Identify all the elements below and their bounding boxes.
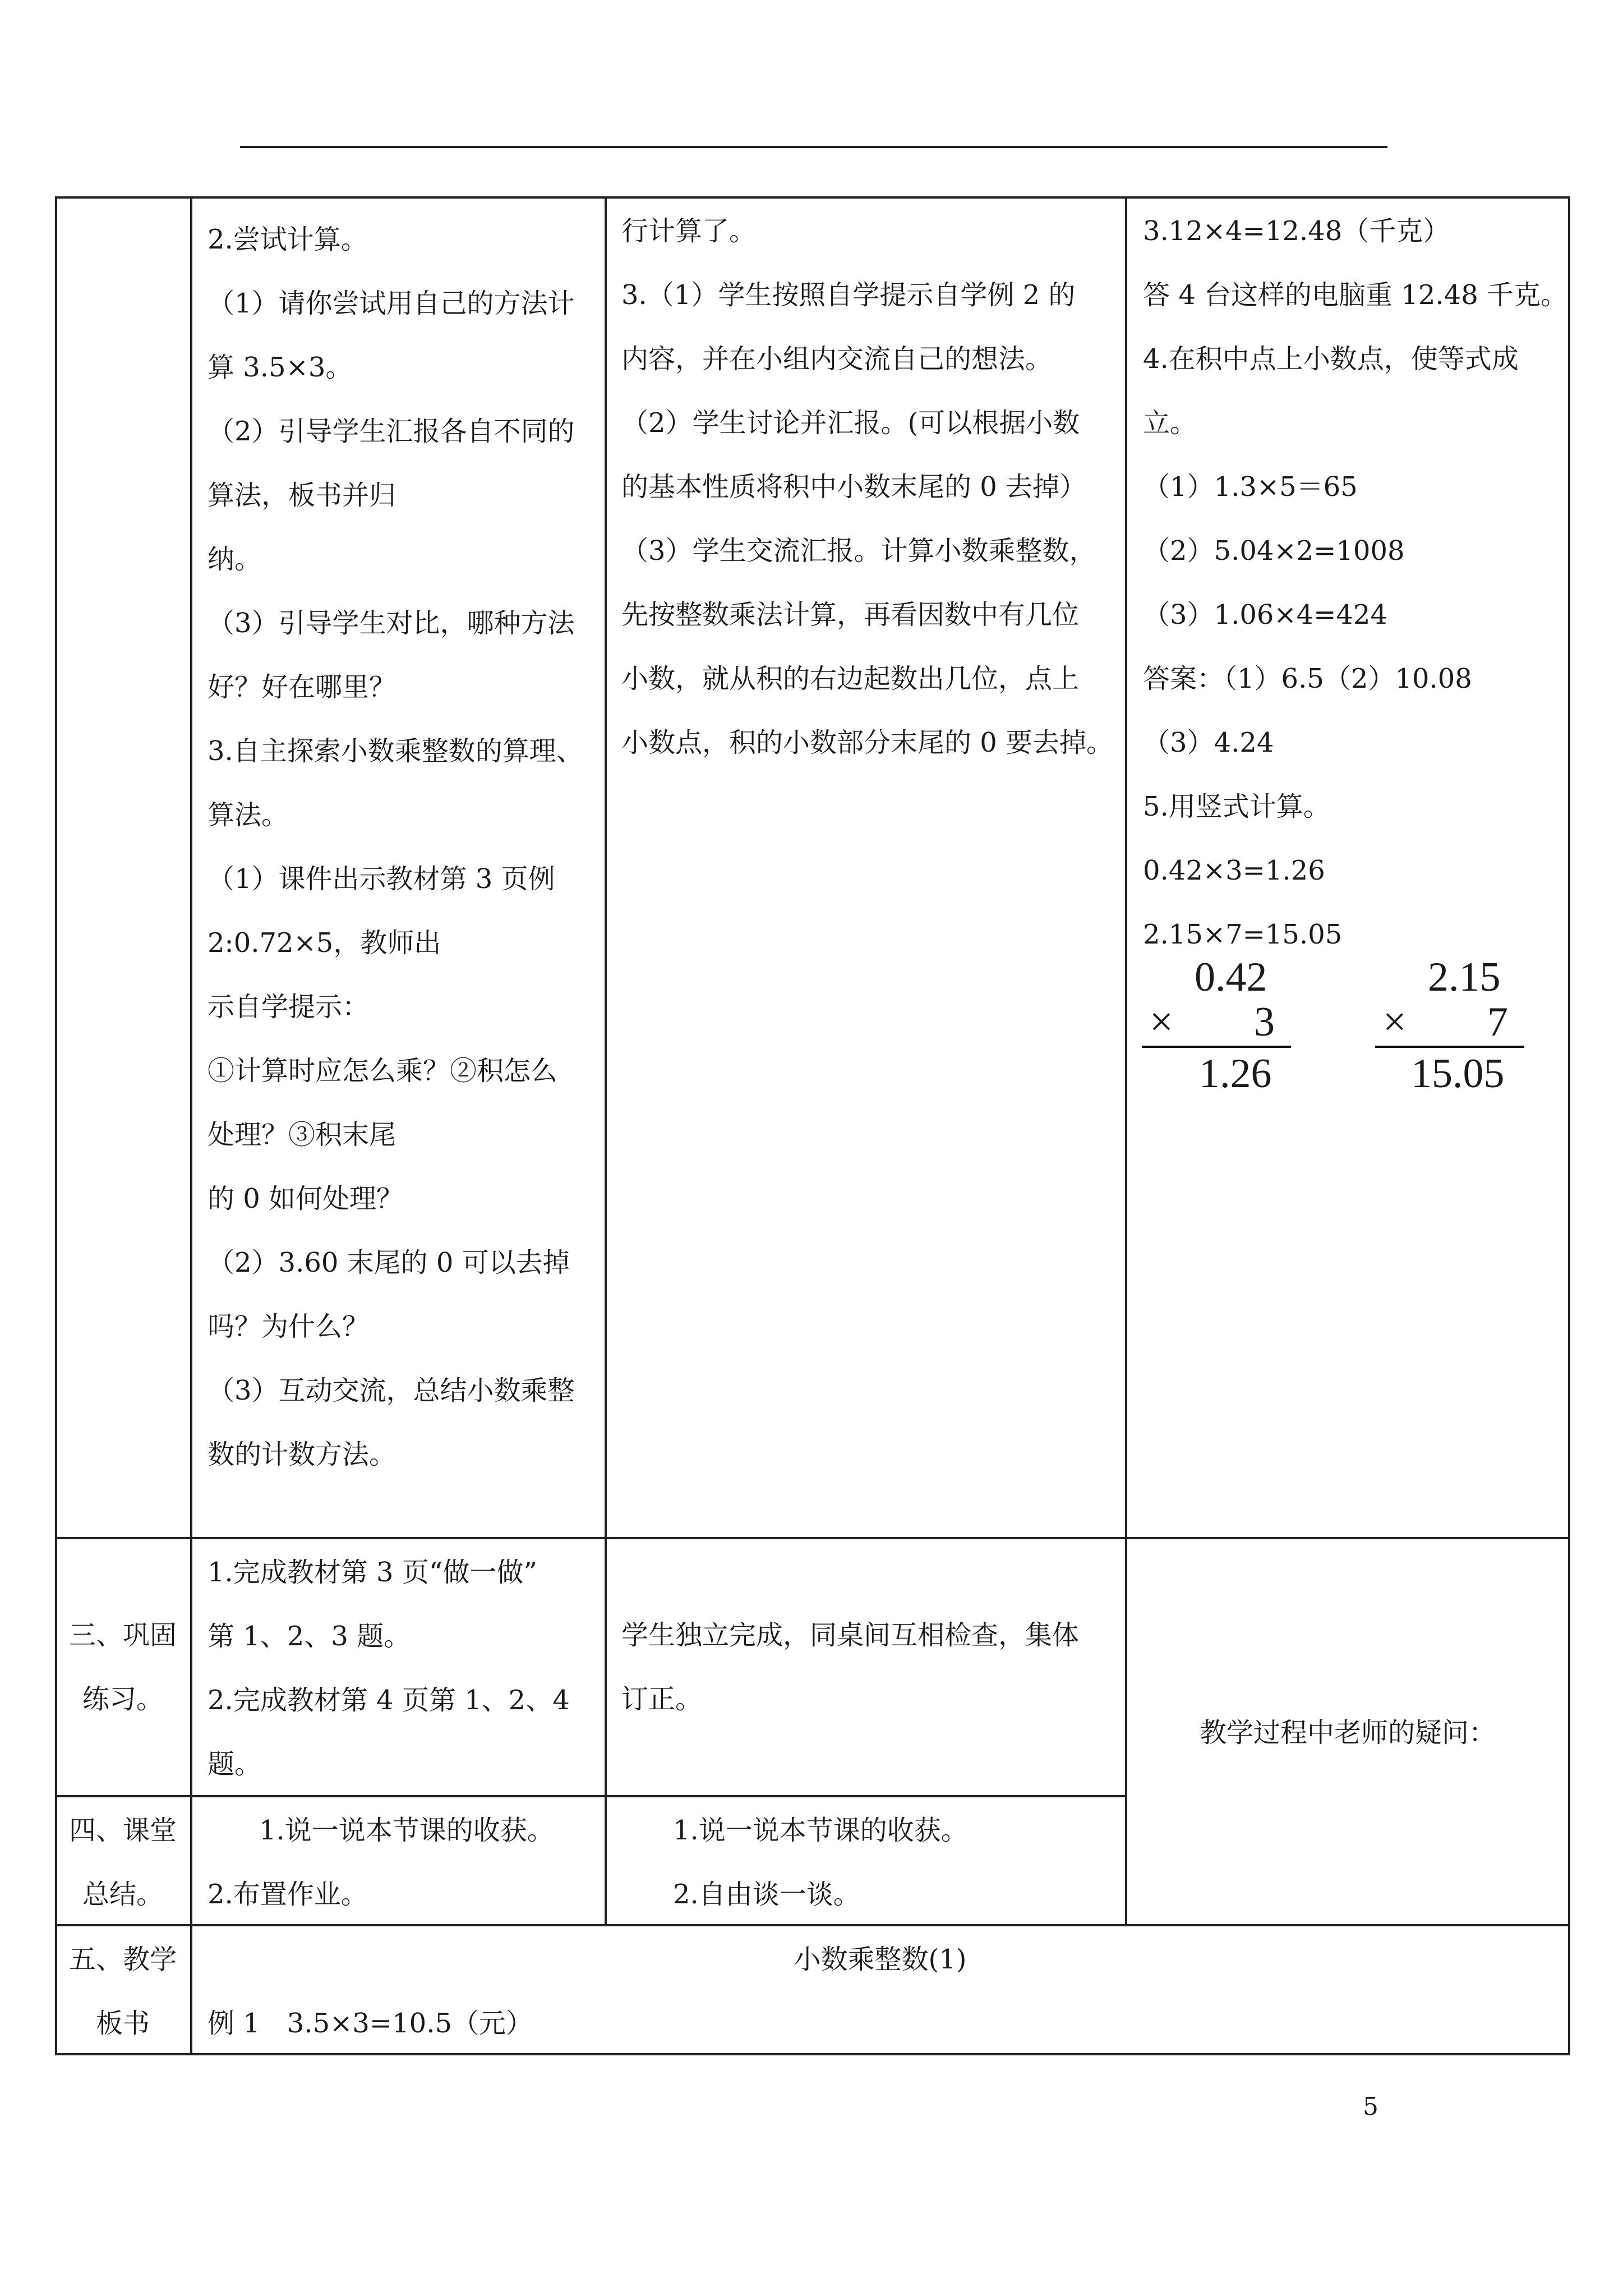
teacher-line: 吗？为什么？: [208, 1311, 370, 1342]
exercise-line: （3）1.06×4=424: [1143, 599, 1388, 631]
vertical-calc-multiplier: 7: [1487, 999, 1508, 1045]
teacher-line: （2）3.60 末尾的 0 可以去掉: [208, 1247, 570, 1278]
exercise-line: 3.12×4=12.48（千克）: [1143, 215, 1450, 247]
student-line: （3）学生交流汇报。计算小数乘整数，: [621, 535, 1096, 567]
exercise-line: 2.15×7=15.05: [1143, 919, 1343, 950]
summary-label-line: 四、课堂: [68, 1815, 177, 1846]
board-label-line: 板书: [95, 2008, 150, 2039]
vertical-calc-operator: ×: [1383, 999, 1407, 1045]
practice-teacher-line: 第 1、2、3 题。: [208, 1621, 411, 1652]
teacher-line: （3）互动交流，总结小数乘整: [208, 1375, 575, 1406]
exercise-line: 答案：（1）6.5（2）10.08: [1143, 663, 1472, 694]
summary-teacher-line: 1.说一说本节课的收获。: [259, 1815, 554, 1846]
vertical-calc-rule: [1375, 1046, 1524, 1048]
student-line: 的基本性质将积中小数末尾的 0 去掉）: [621, 471, 1087, 503]
student-line: （2）学生讨论并汇报。(可以根据小数: [621, 407, 1080, 439]
practice-label-line: 练习。: [82, 1683, 163, 1715]
practice-teacher-line: 1.完成教材第 3 页“做一做”: [208, 1557, 537, 1588]
vertical-calc-top: 0.42: [1195, 954, 1267, 1000]
practice-student-line: 订正。: [621, 1683, 703, 1715]
teacher-line: 数的计数方法。: [208, 1439, 396, 1470]
practice-student-cell: [621, 1603, 1115, 1731]
teacher-line: （2）引导学生汇报各自不同的: [208, 416, 575, 447]
vertical-calc-operator: ×: [1150, 999, 1173, 1045]
exercise-line: （3）4.24: [1143, 727, 1274, 758]
teacher-line: 3.自主探索小数乘整数的算理、: [208, 735, 583, 767]
teacher-line: 算法。: [208, 799, 289, 831]
student-line: 行计算了。: [621, 215, 757, 247]
student-line: 先按整数乘法计算，再看因数中有几位: [621, 599, 1080, 631]
exercise-cell: [1143, 199, 1586, 967]
practice-teacher-line: 2.完成教材第 4 页第 1、2、4: [208, 1685, 570, 1716]
student-line: 小数点，积的小数部分末尾的 0 要去掉。: [621, 727, 1114, 758]
practice-teacher-cell: [208, 1540, 589, 1796]
student-activity-cell: [621, 199, 1115, 775]
summary-student-cell: [673, 1798, 1110, 1926]
teacher-line: 纳。: [208, 544, 262, 575]
summary-student-line: 1.说一说本节课的收获。: [673, 1815, 968, 1846]
board-example: 例 1 3.5×3=10.5（元）: [208, 2008, 533, 2039]
vertical-calc-multiplier: 3: [1254, 999, 1275, 1045]
teacher-line: 算 3.5×3。: [208, 352, 353, 383]
page-number: 5: [1363, 2092, 1378, 2121]
summary-label-line: 总结。: [82, 1879, 163, 1910]
board-title: 小数乘整数(1): [794, 1944, 967, 1975]
teacher-line: 2:0.72×5，教师出: [208, 927, 441, 959]
teacher-line: ①计算时应怎么乘？②积怎么: [208, 1055, 558, 1087]
summary-teacher-cell: [208, 1798, 589, 1926]
board-label-line: 五、教学: [68, 1944, 177, 1975]
teacher-activity-cell: [208, 208, 589, 1487]
teacher-line: 处理？③积末尾: [208, 1119, 396, 1151]
teacher-line: （1）课件出示教材第 3 页例: [208, 863, 555, 895]
teacher-line: 示自学提示：: [208, 991, 370, 1023]
student-line: 内容，并在小组内交流自己的想法。: [621, 343, 1053, 375]
exercise-line: 立。: [1143, 407, 1197, 439]
student-line: 3.（1）学生按照自学提示自学例 2 的: [621, 279, 1076, 311]
teacher-line: （3）引导学生对比，哪种方法: [208, 608, 575, 639]
vertical-calc-rule: [1142, 1046, 1291, 1048]
practice-student-line: 学生独立完成，同桌间互相检查，集体: [621, 1619, 1080, 1651]
teacher-line: 的 0 如何处理？: [208, 1183, 404, 1214]
summary-label: [58, 1798, 187, 1926]
exercise-line: 0.42×3=1.26: [1143, 855, 1325, 886]
exercise-line: 4.在积中点上小数点，使等式成: [1143, 343, 1519, 375]
exercise-line: 答 4 台这样的电脑重 12.48 千克。: [1143, 279, 1567, 311]
teacher-line: 算法，板书并归: [208, 480, 396, 511]
student-line: 小数，就从积的右边起数出几位，点上: [621, 663, 1080, 694]
exercise-line: （1）1.3×5＝65: [1143, 471, 1358, 503]
practice-label: [58, 1603, 187, 1731]
practice-teacher-line: 题。: [208, 1749, 262, 1780]
vertical-calc-result: 1.26: [1199, 1051, 1272, 1097]
vertical-calc-result: 15.05: [1411, 1051, 1505, 1097]
summary-student-line: 2.自由谈一谈。: [673, 1879, 860, 1910]
summary-teacher-line: 2.布置作业。: [208, 1879, 368, 1910]
teacher-line: 2.尝试计算。: [208, 224, 368, 255]
teacher-question-note: 教学过程中老师的疑问：: [1199, 1717, 1496, 1749]
board-label: [58, 1927, 187, 2055]
exercise-line: 5.用竖式计算。: [1143, 791, 1330, 822]
teacher-line: 好？好在哪里？: [208, 671, 396, 703]
vertical-calc-top: 2.15: [1428, 954, 1501, 1000]
teacher-line: （1）请你尝试用自己的方法计: [208, 288, 575, 319]
practice-label-line: 三、巩固: [68, 1619, 177, 1651]
exercise-line: （2）5.04×2=1008: [1143, 535, 1405, 567]
